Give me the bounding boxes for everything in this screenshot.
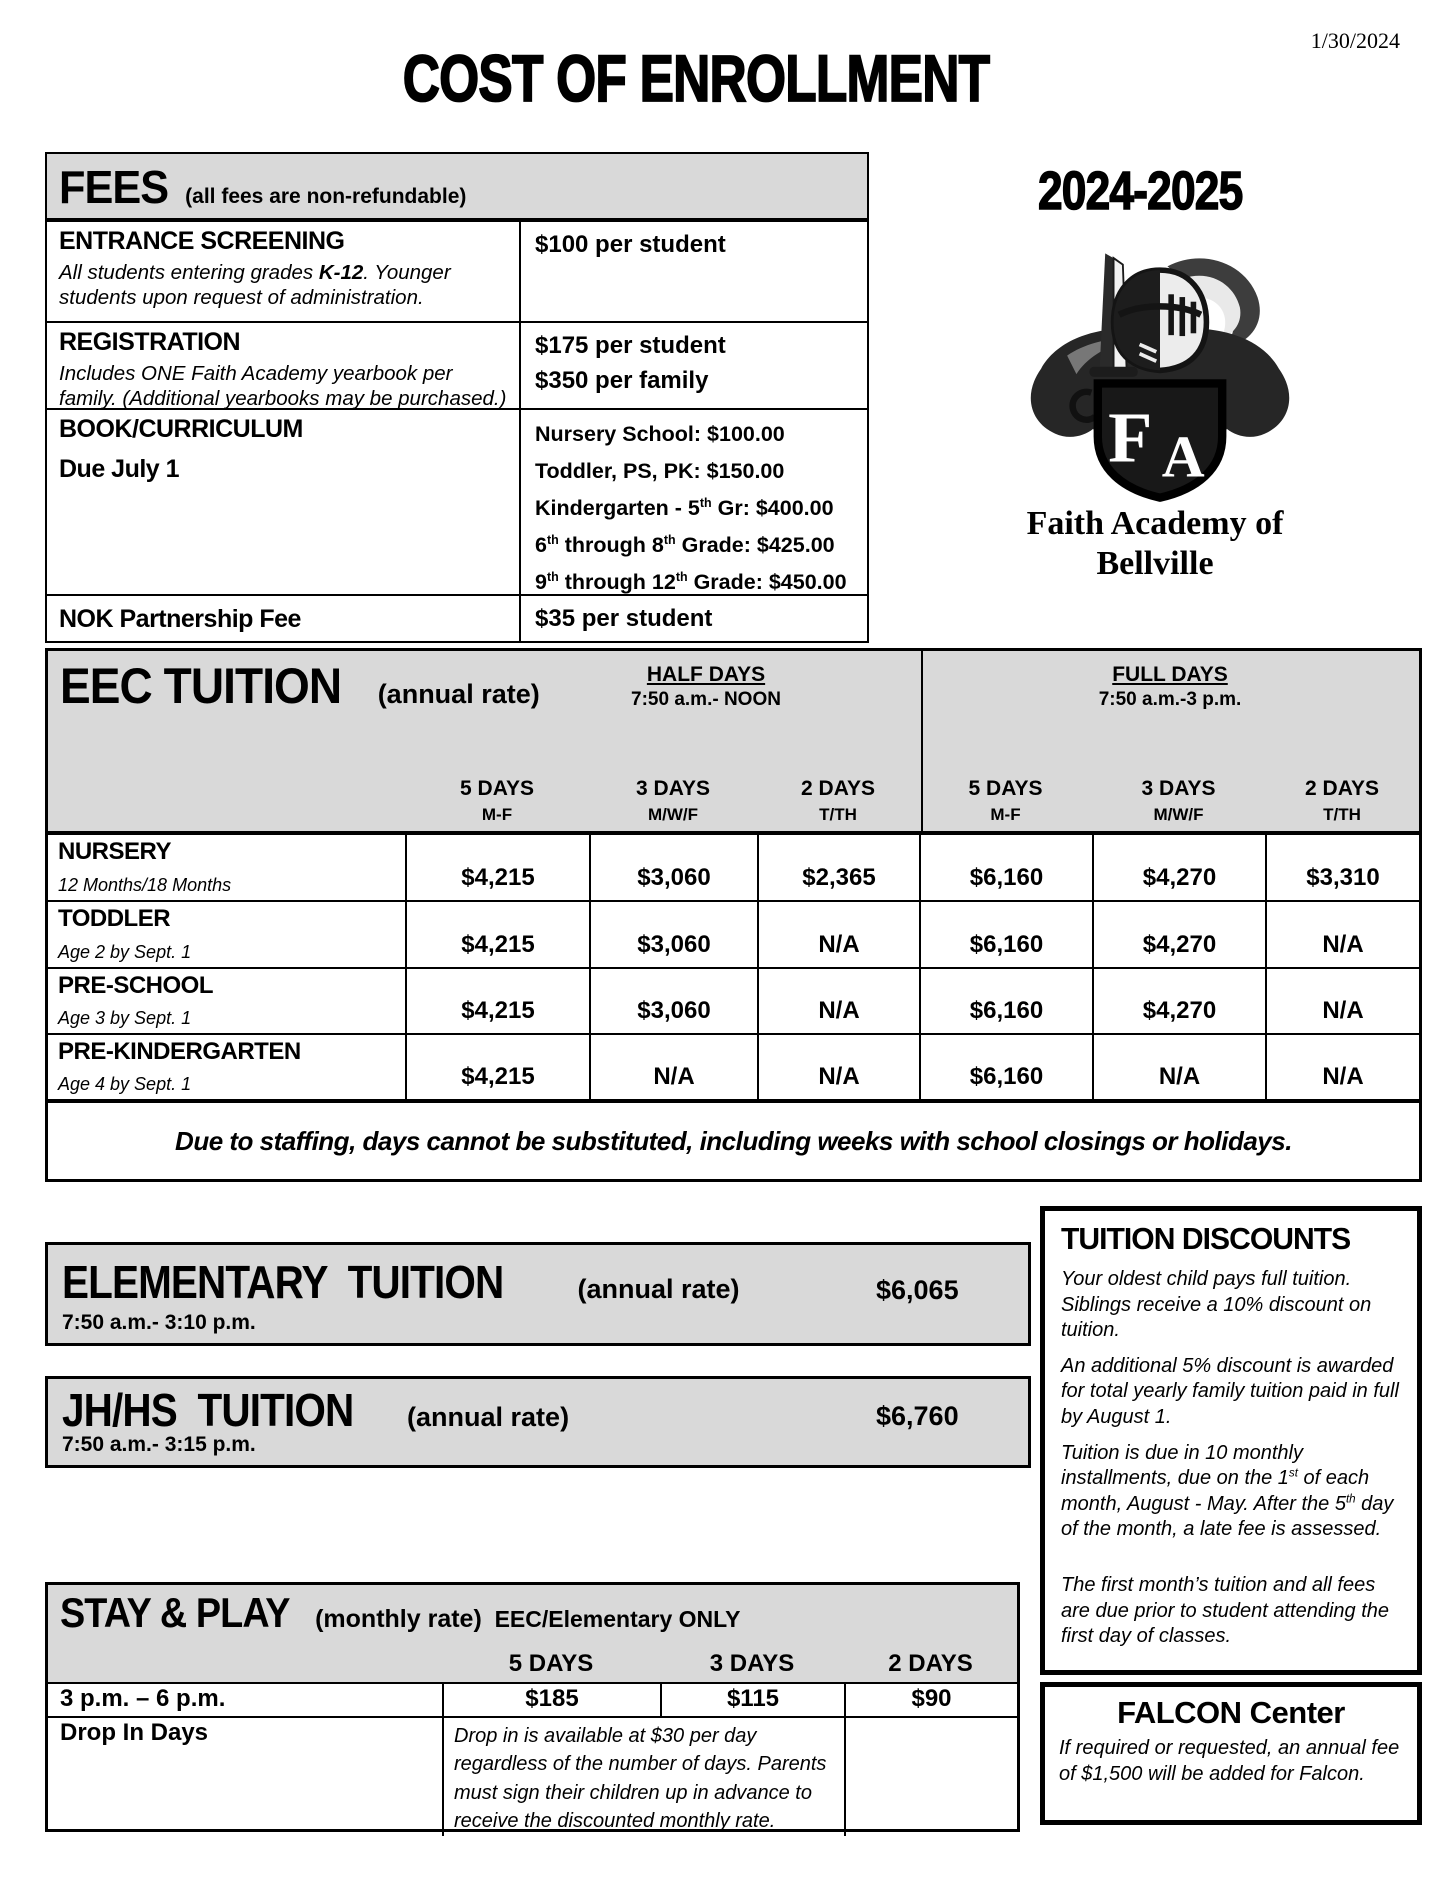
tuition-value: $3,310 xyxy=(1265,835,1419,900)
fees-table xyxy=(45,152,869,643)
elementary-rate-label: (annual rate) xyxy=(577,1274,740,1304)
tuition-value: $3,060 xyxy=(589,969,757,1033)
shield-letter-a: A xyxy=(1161,423,1205,490)
col-header: 5 DAYS M-F xyxy=(968,777,1043,824)
eec-title: EEC TUITION xyxy=(60,658,342,714)
tuition-value: N/A xyxy=(757,1035,919,1099)
fees-row-registration xyxy=(47,321,867,411)
falcon-text: If required or requested, an annual fee of $1,500 will be added for Falcon. xyxy=(1059,1737,1400,1785)
tuition-value: $6,160 xyxy=(919,969,1092,1033)
fee-value: $35 per student xyxy=(519,596,867,641)
tuition-value: $3,060 xyxy=(589,835,757,900)
col-header: 3 DAYS xyxy=(709,1650,795,1677)
jhhs-hours: 7:50 a.m.- 3:15 p.m. xyxy=(62,1433,256,1456)
sword-blade-dark xyxy=(1100,253,1114,368)
falcon-center-box xyxy=(1040,1682,1422,1825)
elementary-tuition-banner xyxy=(45,1242,1031,1346)
jhhs-title: JH/HS TUITION xyxy=(62,1384,354,1436)
fees-header xyxy=(47,154,867,220)
book-fee-line: 9th through 12th Grade: $450.00 xyxy=(535,569,847,594)
fee-sublabel: Due July 1 xyxy=(59,454,180,483)
elementary-price: $6,065 xyxy=(876,1275,959,1305)
stay-row-dropin: Drop In Days Drop in is available at $30 per day regardless of the number of days. Parents must sign their children up in advance to receive the discounted monthly rate. xyxy=(48,1716,1017,1829)
book-fee-line: Nursery School: $100.00 xyxy=(535,422,785,446)
discounts-paragraph: Tuition is due in 10 monthly installments, due on the 1st of each month, August - May. After the 5th day of the month, a late fee is assessed. xyxy=(1061,1441,1394,1541)
jhhs-rate-label: (annual rate) xyxy=(407,1402,570,1432)
discounts-paragraph: An additional 5% discount is awarded for total yearly family tuition paid in full by August 1. xyxy=(1061,1354,1399,1428)
tuition-value: $4,215 xyxy=(405,902,589,967)
fees-row-entrance xyxy=(47,220,867,321)
full-days-header: FULL DAYS 7:50 a.m.-3 p.m. xyxy=(1098,663,1242,710)
tuition-value: $2,365 xyxy=(757,835,919,900)
school-name: Faith Academy of Bellville xyxy=(1026,505,1284,583)
fee-label: ENTRANCE SCREENING xyxy=(59,227,345,255)
tuition-value: N/A xyxy=(1265,902,1419,967)
col-header: 2 DAYS T/TH xyxy=(801,777,875,824)
elementary-title: ELEMENTARY TUITION xyxy=(62,1256,504,1308)
fee-label: BOOK/CURRICULUM xyxy=(59,415,303,443)
dropin-note: Drop in is available at $30 per day regardless of the number of days. Parents must sign their children up in advance to receive the discounted monthly rate. xyxy=(442,1718,844,1836)
fee-value: $100 per student xyxy=(519,222,867,321)
book-fee-line: 6th through 8th Grade: $425.00 xyxy=(535,532,835,557)
col-header: 5 DAYS xyxy=(508,1650,594,1677)
fees-row-nok xyxy=(47,594,867,641)
col-header: 3 DAYS M/W/F xyxy=(1141,777,1216,824)
stay-price: $185 xyxy=(442,1684,660,1716)
eec-rate-label: (annual rate) xyxy=(377,679,540,709)
school-year-badge: 2024-2025 xyxy=(1038,161,1243,221)
tuition-value: $4,215 xyxy=(405,969,589,1033)
tuition-discounts-box xyxy=(1040,1206,1422,1675)
stay-rate-label: (monthly rate) xyxy=(315,1605,482,1633)
tuition-value: N/A xyxy=(1092,1035,1265,1099)
tuition-value: $4,215 xyxy=(405,1035,589,1099)
fees-subtitle: (all fees are non-refundable) xyxy=(185,185,467,208)
fees-row-book xyxy=(47,408,867,594)
eec-column-headers xyxy=(48,777,1419,825)
eec-row-prek: PRE-KINDERGARTEN Age 4 by Sept. 1 $4,215 N/A N/A $6,160 N/A N/A xyxy=(48,1033,1419,1099)
eec-row-toddler: TODDLER Age 2 by Sept. 1 $4,215 $3,060 N/A $6,160 $4,270 N/A xyxy=(48,900,1419,967)
discounts-title: TUITION DISCOUNTS xyxy=(1061,1221,1351,1256)
eec-row-nursery: NURSERY 12 Months/18 Months $4,215 $3,060 $2,365 $6,160 $4,270 $3,310 xyxy=(48,833,1419,900)
fee-label: NOK Partnership Fee xyxy=(59,604,301,633)
book-fee-line: Kindergarten - 5th Gr: $400.00 xyxy=(535,495,834,520)
eec-tuition-table xyxy=(45,648,1422,1182)
fee-label: REGISTRATION xyxy=(59,328,241,356)
page-title: COST OF ENROLLMENT xyxy=(402,41,990,115)
stay-header: STAY & PLAY (monthly rate) EEC/Elementary ONLY 5 DAYS 3 DAYS 2 DAYS xyxy=(48,1585,1017,1684)
col-header: 2 DAYS xyxy=(888,1650,973,1677)
falcon-title: FALCON Center xyxy=(1117,1695,1345,1730)
knight-mascot-logo xyxy=(1008,246,1312,506)
sword-guard xyxy=(1089,367,1137,377)
discounts-paragraph: The first month’s tuition and all fees are due prior to student attending the first day of classes. xyxy=(1061,1573,1390,1648)
tuition-value: N/A xyxy=(1265,969,1419,1033)
col-header: 5 DAYS M-F xyxy=(460,777,534,824)
tuition-value: $4,270 xyxy=(1092,835,1265,900)
stay-scope xyxy=(482,1606,495,1633)
jhhs-price: $6,760 xyxy=(876,1401,959,1431)
fee-value-list xyxy=(519,410,867,605)
jhhs-tuition-banner xyxy=(45,1376,1031,1468)
tuition-value: $6,160 xyxy=(919,835,1092,900)
book-fee-line: Toddler, PS, PK: $150.00 xyxy=(535,459,785,483)
tuition-value: $4,270 xyxy=(1092,902,1265,967)
eec-header xyxy=(48,651,1419,833)
document-date: 1/30/2024 xyxy=(1310,28,1400,53)
stay-title: STAY & PLAY xyxy=(60,1589,290,1636)
shield-letter-f: F xyxy=(1108,396,1153,478)
eec-staffing-note: Due to staffing, days cannot be substituted, including weeks with school closings or holidays. xyxy=(48,1099,1419,1179)
tuition-value: $6,160 xyxy=(919,1035,1092,1099)
tuition-value: N/A xyxy=(1265,1035,1419,1099)
stay-and-play-table xyxy=(45,1582,1020,1832)
fee-value: $175 per student $350 per family xyxy=(519,323,867,416)
fee-description: All students entering grades K-12. Younger students upon request of administration. xyxy=(59,260,451,310)
fees-title: FEES xyxy=(59,161,169,213)
elementary-hours: 7:50 a.m.- 3:10 p.m. xyxy=(62,1311,256,1334)
stay-row-hours: 3 p.m. – 6 p.m. $185 $115 $90 xyxy=(48,1684,1017,1716)
eec-row-preschool: PRE-SCHOOL Age 3 by Sept. 1 $4,215 $3,060 N/A $6,160 $4,270 N/A xyxy=(48,967,1419,1033)
stay-column-headers xyxy=(48,1650,1017,1678)
tuition-value: N/A xyxy=(757,902,919,967)
tuition-value: $4,215 xyxy=(405,835,589,900)
empty-cell xyxy=(844,1718,1017,1836)
half-days-header: HALF DAYS 7:50 a.m.- NOON xyxy=(631,663,781,710)
stay-price: $115 xyxy=(660,1684,844,1716)
discounts-paragraph: Your oldest child pays full tuition. Siblings receive a 10% discount on tuition. xyxy=(1061,1268,1372,1342)
tuition-value: N/A xyxy=(589,1035,757,1099)
tuition-value: $3,060 xyxy=(589,902,757,967)
tuition-value: $6,160 xyxy=(919,902,1092,967)
stay-price: $90 xyxy=(844,1684,1017,1716)
col-header: 2 DAYS T/TH xyxy=(1305,777,1379,824)
tuition-value: $4,270 xyxy=(1092,969,1265,1033)
fee-description: Includes ONE Faith Academy yearbook per family. (Additional yearbooks may be purchased.) xyxy=(59,361,507,411)
col-header: 3 DAYS M/W/F xyxy=(636,777,710,824)
tuition-value: N/A xyxy=(757,969,919,1033)
